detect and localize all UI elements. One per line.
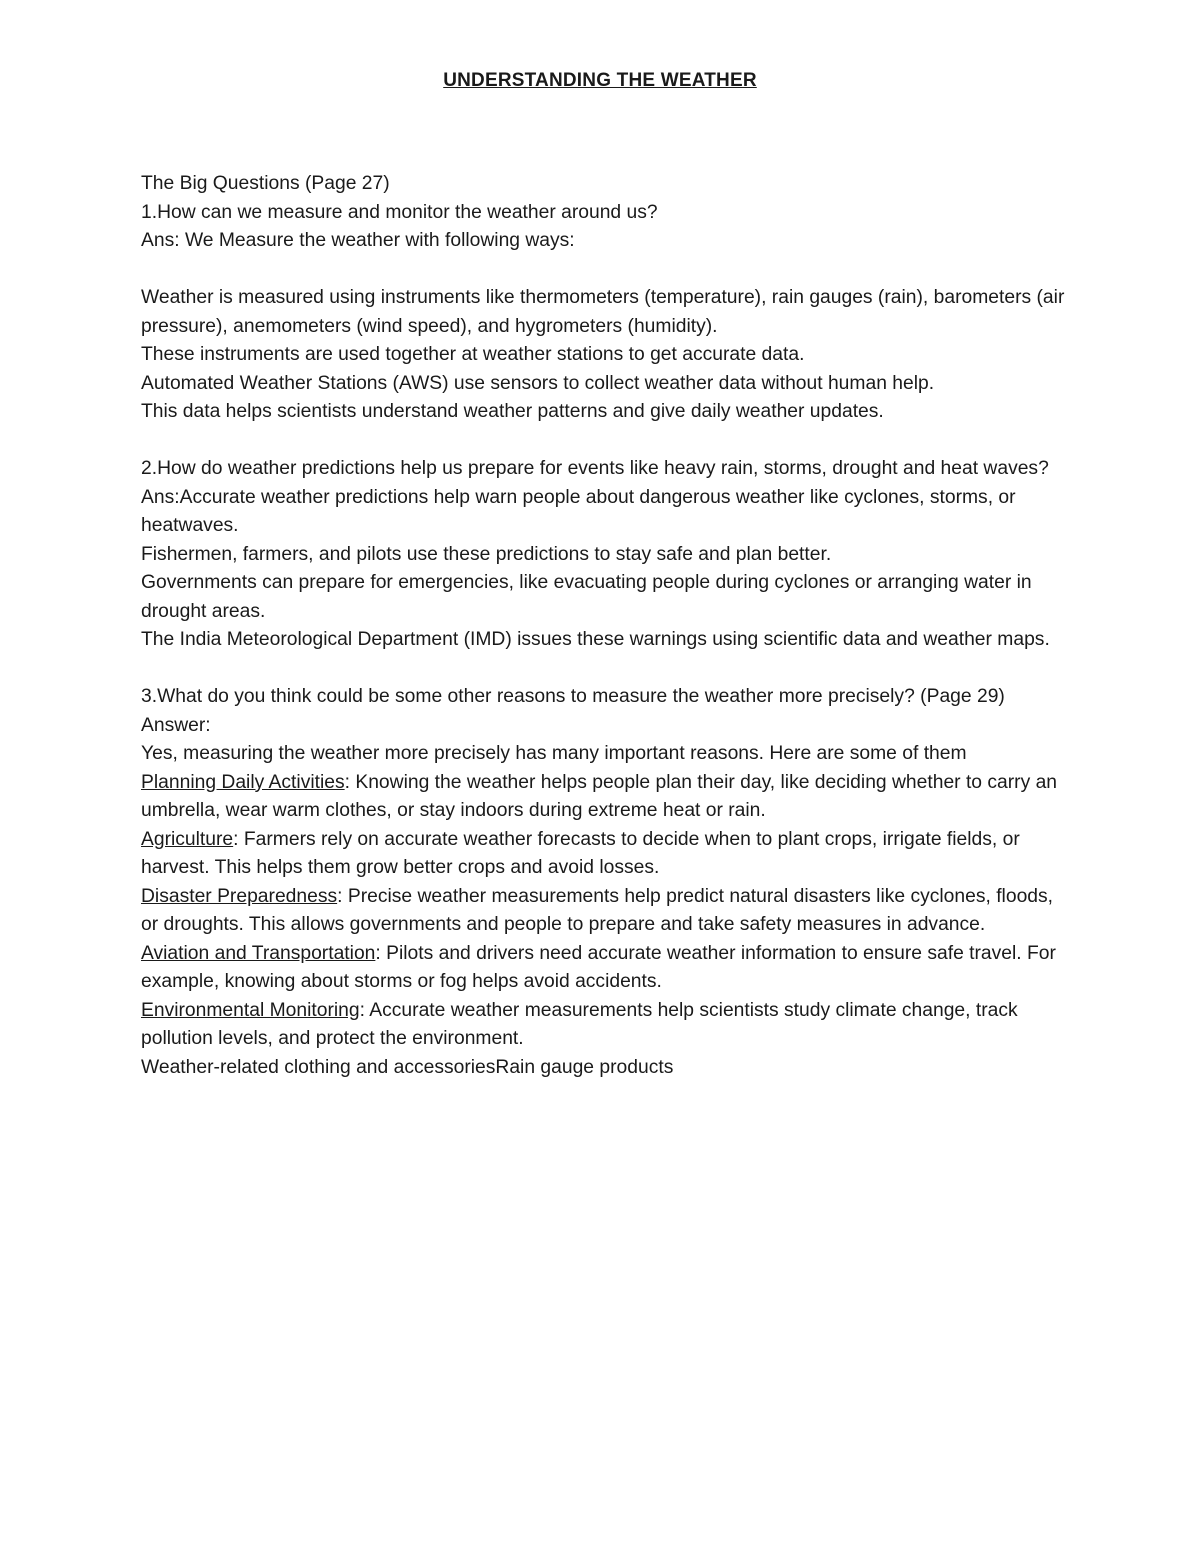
reason-term: Planning Daily Activities xyxy=(141,771,345,793)
reason-text: : Accurate weather measurements help scientists study climate change, track pollution levels, and protect the environment. xyxy=(141,999,1018,1049)
reason-term: Agriculture xyxy=(141,828,234,850)
spacer xyxy=(141,427,1071,456)
answer-1-paragraph: These instruments are used together at weather stations to get accurate data. xyxy=(141,344,805,365)
reason-term: Disaster Preparedness xyxy=(141,885,338,907)
answer-1-paragraph: Weather is measured using instruments like thermometers (temperature), rain gauges (rain), barometers (air pressure), anemometers (wind speed), and hygrometers (humidity). xyxy=(141,287,1065,337)
reason-text: : Knowing the weather helps people plan their day, like deciding whether to carry an umbrella, wear warm clothes, or stay indoors during extreme heat or rain. xyxy=(141,771,1058,821)
spacer xyxy=(141,256,1071,285)
reason-text: : Farmers rely on accurate weather forecasts to decide when to plant crops, irrigate fields, or harvest. This helps them grow better crops and avoid losses. xyxy=(141,828,1020,878)
closing-line: Weather-related clothing and accessoriesRain gauge products xyxy=(141,1056,674,1078)
question-3: 3.What do you think could be some other reasons to measure the weather more precisely? (Page 29) xyxy=(141,686,1005,707)
reason-item xyxy=(141,826,1071,883)
spacer xyxy=(141,655,1071,684)
reason-item xyxy=(141,769,1071,826)
question-1: 1.How can we measure and monitor the weather around us? xyxy=(141,201,658,223)
answer-3-intro: Yes, measuring the weather more precisely has many important reasons. Here are some of them xyxy=(141,743,967,764)
reason-item xyxy=(141,997,1071,1054)
reason-item xyxy=(141,883,1071,940)
document-body xyxy=(141,170,1071,1082)
answer-1-intro: Ans: We Measure the weather with following ways: xyxy=(141,230,575,251)
answer-1-paragraph: This data helps scientists understand weather patterns and give daily weather updates. xyxy=(141,401,884,422)
answer-1-paragraph: Automated Weather Stations (AWS) use sensors to collect weather data without human help. xyxy=(141,372,935,394)
question-2: 2.How do weather predictions help us prepare for events like heavy rain, storms, drought and heat waves? xyxy=(141,458,1049,479)
reason-item xyxy=(141,940,1071,997)
document-title: UNDERSTANDING THE WEATHER xyxy=(443,70,757,91)
reason-text: : Precise weather measurements help predict natural disasters like cyclones, floods, or droughts. This allows governments and people to prepare and take safety measures in advance. xyxy=(141,885,1054,935)
reason-term: Aviation and Transportation xyxy=(141,942,376,964)
reason-text: : Pilots and drivers need accurate weather information to ensure safe travel. For example, knowing about storms or fog helps avoid accidents. xyxy=(141,942,1056,992)
section-heading: The Big Questions (Page 27) xyxy=(141,173,390,194)
answer-2-paragraph: Ans:Accurate weather predictions help warn people about dangerous weather like cyclones, storms, or heatwaves. xyxy=(141,486,1016,536)
answer-2-paragraph: Governments can prepare for emergencies, like evacuating people during cyclones or arranging water in drought areas. xyxy=(141,572,1032,622)
reason-term: Environmental Monitoring xyxy=(141,999,360,1021)
answer-2-paragraph: The India Meteorological Department (IMD) issues these warnings using scientific data and weather maps. xyxy=(141,629,1050,650)
answer-3-label: Answer: xyxy=(141,714,211,736)
answer-2-paragraph: Fishermen, farmers, and pilots use these predictions to stay safe and plan better. xyxy=(141,543,832,565)
